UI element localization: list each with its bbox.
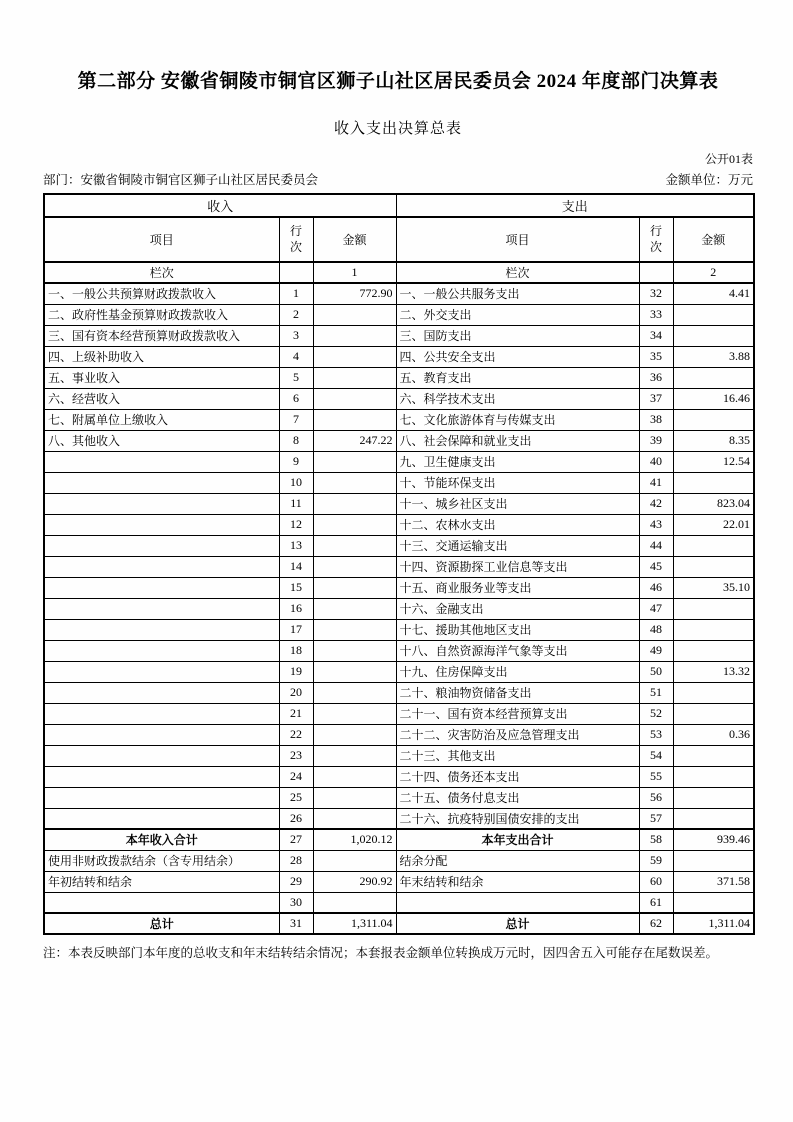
expense-line-header-text: 行次 xyxy=(650,223,663,254)
table-code-label: 公开01表 xyxy=(704,152,753,166)
income-line-cell: 16 xyxy=(279,598,313,619)
table-row xyxy=(44,682,754,703)
income-section-header: 收入 xyxy=(44,194,396,217)
expense-item-cell: 二十五、债务付息支出 xyxy=(396,787,639,808)
expense-amount-cell: 35.10 xyxy=(673,577,754,598)
expense-amount-cell xyxy=(673,472,754,493)
income-line-cell: 26 xyxy=(279,808,313,829)
income-item-cell xyxy=(44,724,279,745)
income-line-cell: 8 xyxy=(279,430,313,451)
expense-item-cell: 结余分配 xyxy=(396,850,639,871)
income-line-cell: 5 xyxy=(279,367,313,388)
income-line-cell: 15 xyxy=(279,577,313,598)
expense-amount-cell xyxy=(673,766,754,787)
income-amount-cell xyxy=(313,640,396,661)
income-item-cell xyxy=(44,598,279,619)
income-line-cell: 2 xyxy=(279,304,313,325)
expense-amount-cell: 4.41 xyxy=(673,283,754,304)
income-item-cell: 三、国有资本经营预算财政拨款收入 xyxy=(44,325,279,346)
expense-amount-cell xyxy=(673,304,754,325)
expense-amount-cell xyxy=(673,598,754,619)
expense-line-cell: 42 xyxy=(639,493,673,514)
income-amount-cell xyxy=(313,535,396,556)
expense-item-cell: 十二、农林水支出 xyxy=(396,514,639,535)
income-amount-cell xyxy=(313,304,396,325)
expense-amount-cell: 1,311.04 xyxy=(673,913,754,934)
expense-item-cell: 十七、援助其他地区支出 xyxy=(396,619,639,640)
department-label: 部门：安徽省铜陵市铜官区狮子山社区居民委员会 xyxy=(43,173,319,187)
income-amount-cell xyxy=(313,514,396,535)
expense-item-cell: 十、节能环保支出 xyxy=(396,472,639,493)
expense-line-cell: 54 xyxy=(639,745,673,766)
table-row xyxy=(44,325,754,346)
expense-line-cell: 48 xyxy=(639,619,673,640)
income-item-cell: 七、附属单位上缴收入 xyxy=(44,409,279,430)
expense-item-cell: 总计 xyxy=(396,913,639,934)
table-row xyxy=(44,640,754,661)
table-row xyxy=(44,829,754,850)
income-amount-cell xyxy=(313,766,396,787)
expense-amount-cell xyxy=(673,745,754,766)
income-line-cell: 29 xyxy=(279,871,313,892)
expense-item-cell: 四、公共安全支出 xyxy=(396,346,639,367)
income-amount-cell xyxy=(313,325,396,346)
table-row xyxy=(44,871,754,892)
income-amount-cell: 247.22 xyxy=(313,430,396,451)
income-amount-cell: 1,020.12 xyxy=(313,829,396,850)
income-line-cell: 13 xyxy=(279,535,313,556)
expense-item-header: 项目 xyxy=(396,217,639,262)
income-line-cell: 25 xyxy=(279,787,313,808)
expense-item-cell: 八、社会保障和就业支出 xyxy=(396,430,639,451)
column-index-row xyxy=(44,262,754,283)
expense-item-cell: 十八、自然资源海洋气象等支出 xyxy=(396,640,639,661)
table-meta-row xyxy=(43,170,753,188)
expense-item-cell: 二十四、债务还本支出 xyxy=(396,766,639,787)
expense-line-cell: 37 xyxy=(639,388,673,409)
table-row xyxy=(44,556,754,577)
expense-amount-cell xyxy=(673,619,754,640)
income-item-cell xyxy=(44,451,279,472)
expense-item-cell: 十一、城乡社区支出 xyxy=(396,493,639,514)
income-item-cell: 本年收入合计 xyxy=(44,829,279,850)
table-row xyxy=(44,724,754,745)
table-row xyxy=(44,472,754,493)
expense-item-cell: 二、外交支出 xyxy=(396,304,639,325)
table-row xyxy=(44,661,754,682)
income-amount-cell xyxy=(313,682,396,703)
summary-table xyxy=(43,193,755,935)
table-row xyxy=(44,766,754,787)
income-item-cell: 总计 xyxy=(44,913,279,934)
table-body xyxy=(44,194,754,934)
expense-amount-cell xyxy=(673,787,754,808)
expense-item-cell: 十三、交通运输支出 xyxy=(396,535,639,556)
income-line-header xyxy=(279,217,313,262)
expense-line-cell: 47 xyxy=(639,598,673,619)
expense-line-cell: 60 xyxy=(639,871,673,892)
table-row xyxy=(44,514,754,535)
expense-amount-cell xyxy=(673,850,754,871)
expense-col-index: 2 xyxy=(673,262,754,283)
table-row xyxy=(44,808,754,829)
expense-line-cell: 49 xyxy=(639,640,673,661)
income-item-cell: 八、其他收入 xyxy=(44,430,279,451)
expense-line-cell: 61 xyxy=(639,892,673,913)
table-row xyxy=(44,388,754,409)
income-amount-cell xyxy=(313,472,396,493)
expense-item-cell: 十六、金融支出 xyxy=(396,598,639,619)
income-item-cell xyxy=(44,556,279,577)
income-amount-cell xyxy=(313,808,396,829)
expense-index-line-cell xyxy=(639,262,673,283)
income-line-cell: 19 xyxy=(279,661,313,682)
expense-line-cell: 53 xyxy=(639,724,673,745)
expense-item-cell xyxy=(396,892,639,913)
income-amount-cell xyxy=(313,661,396,682)
table-row xyxy=(44,409,754,430)
table-row xyxy=(44,703,754,724)
income-amount-cell xyxy=(313,598,396,619)
expense-item-cell: 二十三、其他支出 xyxy=(396,745,639,766)
expense-line-cell: 51 xyxy=(639,682,673,703)
income-item-cell: 年初结转和结余 xyxy=(44,871,279,892)
income-line-cell: 10 xyxy=(279,472,313,493)
income-amount-cell: 1,311.04 xyxy=(313,913,396,934)
income-line-cell: 18 xyxy=(279,640,313,661)
income-amount-cell xyxy=(313,724,396,745)
expense-item-cell: 三、国防支出 xyxy=(396,325,639,346)
table-row xyxy=(44,283,754,304)
expense-amount-cell: 371.58 xyxy=(673,871,754,892)
income-col-index: 1 xyxy=(313,262,396,283)
income-item-cell xyxy=(44,472,279,493)
income-line-header-text: 行次 xyxy=(290,223,303,254)
income-index-line-cell xyxy=(279,262,313,283)
expense-line-cell: 36 xyxy=(639,367,673,388)
expense-amount-cell xyxy=(673,640,754,661)
income-amount-cell xyxy=(313,703,396,724)
expense-section-header: 支出 xyxy=(396,194,754,217)
section-header-row xyxy=(44,194,754,217)
expense-item-cell: 二十、粮油物资储备支出 xyxy=(396,682,639,703)
expense-item-cell: 十四、资源勘探工业信息等支出 xyxy=(396,556,639,577)
table-row xyxy=(44,304,754,325)
unit-label: 金额单位：万元 xyxy=(665,173,753,187)
expense-amount-cell xyxy=(673,892,754,913)
income-line-cell: 6 xyxy=(279,388,313,409)
income-line-cell: 31 xyxy=(279,913,313,934)
income-line-cell: 20 xyxy=(279,682,313,703)
income-amount-cell xyxy=(313,892,396,913)
income-line-cell: 27 xyxy=(279,829,313,850)
expense-line-cell: 46 xyxy=(639,577,673,598)
table-row xyxy=(44,493,754,514)
expense-amount-cell: 0.36 xyxy=(673,724,754,745)
income-amount-cell xyxy=(313,745,396,766)
expense-line-cell: 39 xyxy=(639,430,673,451)
income-line-cell: 11 xyxy=(279,493,313,514)
expense-line-cell: 56 xyxy=(639,787,673,808)
income-item-cell xyxy=(44,661,279,682)
income-line-cell: 21 xyxy=(279,703,313,724)
income-amount-header: 金额 xyxy=(313,217,396,262)
expense-index-label: 栏次 xyxy=(396,262,639,283)
income-item-cell xyxy=(44,787,279,808)
income-line-cell: 14 xyxy=(279,556,313,577)
expense-item-cell: 年末结转和结余 xyxy=(396,871,639,892)
expense-item-cell: 二十一、国有资本经营预算支出 xyxy=(396,703,639,724)
income-amount-cell xyxy=(313,409,396,430)
income-item-cell xyxy=(44,703,279,724)
expense-amount-cell xyxy=(673,556,754,577)
income-line-cell: 12 xyxy=(279,514,313,535)
expense-amount-cell: 12.54 xyxy=(673,451,754,472)
table-row xyxy=(44,430,754,451)
income-item-cell: 六、经营收入 xyxy=(44,388,279,409)
expense-item-cell: 十五、商业服务业等支出 xyxy=(396,577,639,598)
income-amount-cell xyxy=(313,556,396,577)
income-item-cell xyxy=(44,682,279,703)
table-row xyxy=(44,535,754,556)
income-amount-cell xyxy=(313,346,396,367)
expense-line-cell: 55 xyxy=(639,766,673,787)
expense-item-cell: 二十二、灾害防治及应急管理支出 xyxy=(396,724,639,745)
income-item-cell xyxy=(44,619,279,640)
income-line-cell: 24 xyxy=(279,766,313,787)
income-amount-cell xyxy=(313,577,396,598)
income-line-cell: 4 xyxy=(279,346,313,367)
income-line-cell: 23 xyxy=(279,745,313,766)
expense-line-cell: 58 xyxy=(639,829,673,850)
expense-amount-header: 金额 xyxy=(673,217,754,262)
income-item-cell: 五、事业收入 xyxy=(44,367,279,388)
income-item-cell: 二、政府性基金预算财政拨款收入 xyxy=(44,304,279,325)
expense-amount-cell: 8.35 xyxy=(673,430,754,451)
expense-item-cell: 七、文化旅游体育与传媒支出 xyxy=(396,409,639,430)
expense-line-cell: 43 xyxy=(639,514,673,535)
expense-item-cell: 十九、住房保障支出 xyxy=(396,661,639,682)
income-item-cell xyxy=(44,766,279,787)
income-amount-cell xyxy=(313,787,396,808)
table-row xyxy=(44,850,754,871)
expense-line-cell: 38 xyxy=(639,409,673,430)
expense-amount-cell: 13.32 xyxy=(673,661,754,682)
income-item-cell xyxy=(44,577,279,598)
income-item-cell: 使用非财政拨款结余（含专用结余） xyxy=(44,850,279,871)
income-index-label: 栏次 xyxy=(44,262,279,283)
expense-line-cell: 59 xyxy=(639,850,673,871)
column-header-row xyxy=(44,217,754,262)
income-amount-cell xyxy=(313,388,396,409)
income-item-cell xyxy=(44,808,279,829)
income-amount-cell: 772.90 xyxy=(313,283,396,304)
expense-amount-cell: 16.46 xyxy=(673,388,754,409)
income-item-cell: 四、上级补助收入 xyxy=(44,346,279,367)
expense-line-cell: 40 xyxy=(639,451,673,472)
expense-line-cell: 41 xyxy=(639,472,673,493)
income-line-cell: 3 xyxy=(279,325,313,346)
income-line-cell: 7 xyxy=(279,409,313,430)
income-line-cell: 30 xyxy=(279,892,313,913)
income-item-cell xyxy=(44,640,279,661)
table-row xyxy=(44,892,754,913)
table-row xyxy=(44,346,754,367)
expense-amount-cell xyxy=(673,682,754,703)
income-amount-cell xyxy=(313,451,396,472)
table-row xyxy=(44,451,754,472)
expense-item-cell: 六、科学技术支出 xyxy=(396,388,639,409)
expense-item-cell: 二十六、抗疫特别国债安排的支出 xyxy=(396,808,639,829)
table-row xyxy=(44,913,754,934)
income-item-cell xyxy=(44,493,279,514)
table-row xyxy=(44,745,754,766)
income-amount-cell xyxy=(313,367,396,388)
expense-amount-cell: 939.46 xyxy=(673,829,754,850)
expense-line-cell: 50 xyxy=(639,661,673,682)
expense-line-header xyxy=(639,217,673,262)
expense-line-cell: 35 xyxy=(639,346,673,367)
expense-line-cell: 33 xyxy=(639,304,673,325)
footnote: 注：本表反映部门本年度的总收支和年末结转结余情况；本套报表金额单位转换成万元时，因四舍五入可能存在尾数误差。 xyxy=(43,946,719,960)
income-amount-cell xyxy=(313,619,396,640)
expense-amount-cell xyxy=(673,535,754,556)
table-row xyxy=(44,577,754,598)
expense-line-cell: 34 xyxy=(639,325,673,346)
income-item-cell xyxy=(44,514,279,535)
expense-line-cell: 32 xyxy=(639,283,673,304)
expense-line-cell: 62 xyxy=(639,913,673,934)
expense-item-cell: 一、一般公共服务支出 xyxy=(396,283,639,304)
expense-amount-cell xyxy=(673,367,754,388)
table-row xyxy=(44,367,754,388)
income-line-cell: 1 xyxy=(279,283,313,304)
expense-line-cell: 57 xyxy=(639,808,673,829)
income-amount-cell xyxy=(313,493,396,514)
expense-line-cell: 45 xyxy=(639,556,673,577)
expense-line-cell: 52 xyxy=(639,703,673,724)
expense-amount-cell xyxy=(673,409,754,430)
expense-amount-cell: 22.01 xyxy=(673,514,754,535)
expense-amount-cell xyxy=(673,325,754,346)
expense-item-cell: 九、卫生健康支出 xyxy=(396,451,639,472)
income-amount-cell: 290.92 xyxy=(313,871,396,892)
income-item-cell xyxy=(44,892,279,913)
expense-item-cell: 五、教育支出 xyxy=(396,367,639,388)
page-subtitle: 收入支出决算总表 xyxy=(333,121,462,137)
expense-amount-cell: 3.88 xyxy=(673,346,754,367)
table-row xyxy=(44,598,754,619)
expense-amount-cell: 823.04 xyxy=(673,493,754,514)
table-row xyxy=(44,619,754,640)
expense-amount-cell xyxy=(673,703,754,724)
income-item-header: 项目 xyxy=(44,217,279,262)
table-row xyxy=(44,787,754,808)
income-amount-cell xyxy=(313,850,396,871)
income-line-cell: 9 xyxy=(279,451,313,472)
page-title: 第二部分 安徽省铜陵市铜官区狮子山社区居民委员会 2024 年度部门决算表 xyxy=(77,71,719,92)
income-item-cell xyxy=(44,535,279,556)
income-line-cell: 28 xyxy=(279,850,313,871)
income-line-cell: 22 xyxy=(279,724,313,745)
expense-item-cell: 本年支出合计 xyxy=(396,829,639,850)
income-line-cell: 17 xyxy=(279,619,313,640)
income-item-cell: 一、一般公共预算财政拨款收入 xyxy=(44,283,279,304)
expense-line-cell: 44 xyxy=(639,535,673,556)
income-item-cell xyxy=(44,745,279,766)
expense-amount-cell xyxy=(673,808,754,829)
